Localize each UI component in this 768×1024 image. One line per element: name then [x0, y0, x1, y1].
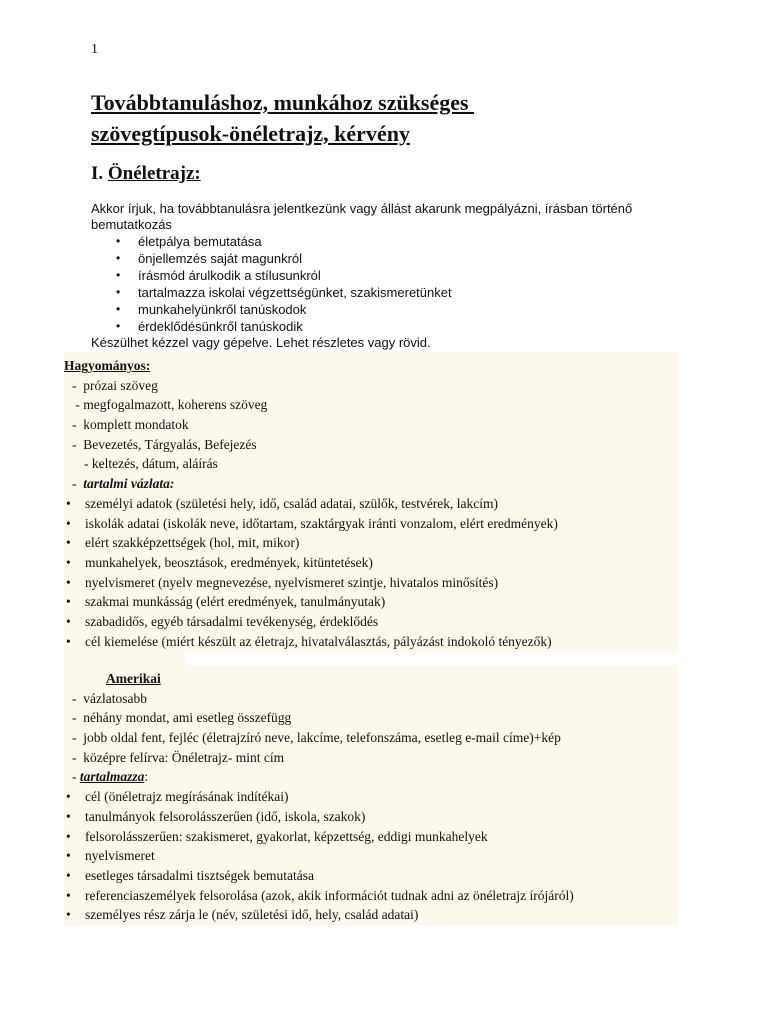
list-item: • tartalmazza iskolai végzettségünket, szakismeretünket: [91, 284, 651, 301]
section-title: Önéletrajz:: [107, 163, 201, 184]
list-item: • személyi adatok (születési hely, idő, család adatai, szülők, testvérek, lakcím): [64, 494, 676, 514]
outline-label-line: [64, 474, 676, 494]
american-heading: Amerikai: [106, 671, 161, 686]
shaded-background: [64, 652, 185, 665]
list-item: - vázlatosabb: [72, 690, 147, 706]
list-item: • iskolák adatai (iskolák neve, időtartam, szaktárgyak iránti vonzalom, elért eredmények): [64, 514, 676, 534]
title-line-1: Továbbtanuláshoz, munkához szükséges: [91, 90, 475, 115]
section-heading: [91, 163, 201, 185]
list-item: • felsorolásszerűen: szakismeret, gyakorlat, képzettség, eddigi munkahelyek: [64, 827, 676, 847]
traditional-section: [64, 356, 676, 651]
list-item: • esetleges társadalmi tisztségek bemutatása: [64, 866, 676, 886]
list-item: • szabadidős, egyéb társadalmi tevékenység, érdeklődés: [64, 612, 676, 632]
list-item: - néhány mondat, ami esetleg összefügg: [72, 710, 292, 726]
list-item: - jobb oldal fent, fejléc (életrajzíró neve, lakcíme, telefonszáma, esetleg e-mail címe)+kép: [72, 730, 561, 746]
content-dash: -: [72, 769, 80, 785]
intro-closing: Készülhet kézzel vagy gépelve. Lehet részletes vagy rövid.: [91, 335, 431, 350]
intro-list: [91, 233, 651, 335]
list-item: • érdeklődésünkről tanúskodik: [91, 318, 651, 335]
content-label: tartalmazza: [79, 769, 145, 785]
list-item: - megfogalmazott, koherens szöveg: [72, 397, 268, 413]
list-item: • nyelvismeret: [64, 846, 676, 866]
traditional-heading: Hagyományos:: [64, 358, 151, 373]
content-label-line: [64, 767, 676, 787]
intro-section: [91, 201, 651, 351]
outline-dash: -: [72, 476, 84, 492]
list-item: • személyes rész zárja le (név, születési idő, hely, család adatai): [64, 905, 676, 925]
list-item: - középre felírva: Önéletrajz- mint cím: [72, 749, 285, 765]
list-item: • életpálya bemutatása: [91, 233, 651, 250]
intro-paragraph: Akkor írjuk, ha továbbtanulásra jelentkezünk vagy állást akarunk megpályázni, írásban történő bemutatkozás: [91, 201, 633, 232]
list-item: • tanulmányok felsorolásszerűen (idő, iskola, szakok): [64, 807, 676, 827]
outline-label: tartalmi vázlata:: [83, 476, 175, 492]
document-title: [91, 87, 691, 149]
list-item: • önjellemzés saját magunkról: [91, 250, 651, 267]
list-item: - Bevezetés, Tárgyalás, Befejezés: [72, 436, 257, 452]
list-item: - prózai szöveg: [72, 377, 158, 393]
list-item: • szakmai munkásság (elért eredmények, tanulmányutak): [64, 592, 676, 612]
content-colon: :: [144, 769, 149, 785]
list-item: • cél (önéletrajz megírásának indítékai): [64, 787, 676, 807]
list-item: • munkahelyek, beosztások, eredmények, kitüntetések): [64, 553, 676, 573]
section-number: I.: [91, 163, 108, 184]
american-section: [64, 669, 676, 925]
list-item: - komplett mondatok: [72, 417, 189, 433]
list-item: • elért szakképzettségek (hol, mit, mikor): [64, 533, 676, 553]
title-line-2: szövegtípusok-önéletrajz, kérvény: [91, 121, 410, 146]
list-item: • cél kiemelése (miért készült az életrajz, hivatalválasztás, pályázást indokoló tényezők): [64, 632, 676, 652]
list-item: • munkahelyünkről tanúskodok: [91, 301, 651, 318]
list-item: • írásmód árulkodik a stílusunkról: [91, 267, 651, 284]
list-item: • nyelvismeret (nyelv megnevezése, nyelvismeret szintje, hivatalos minősítés): [64, 573, 676, 593]
list-item: • referenciaszemélyek felsorolása (azok, akik információt tudnak adni az önéletrajz írójáról): [64, 886, 676, 906]
page-number: 1: [91, 42, 98, 57]
list-item: - keltezés, dátum, aláírás: [84, 456, 218, 472]
